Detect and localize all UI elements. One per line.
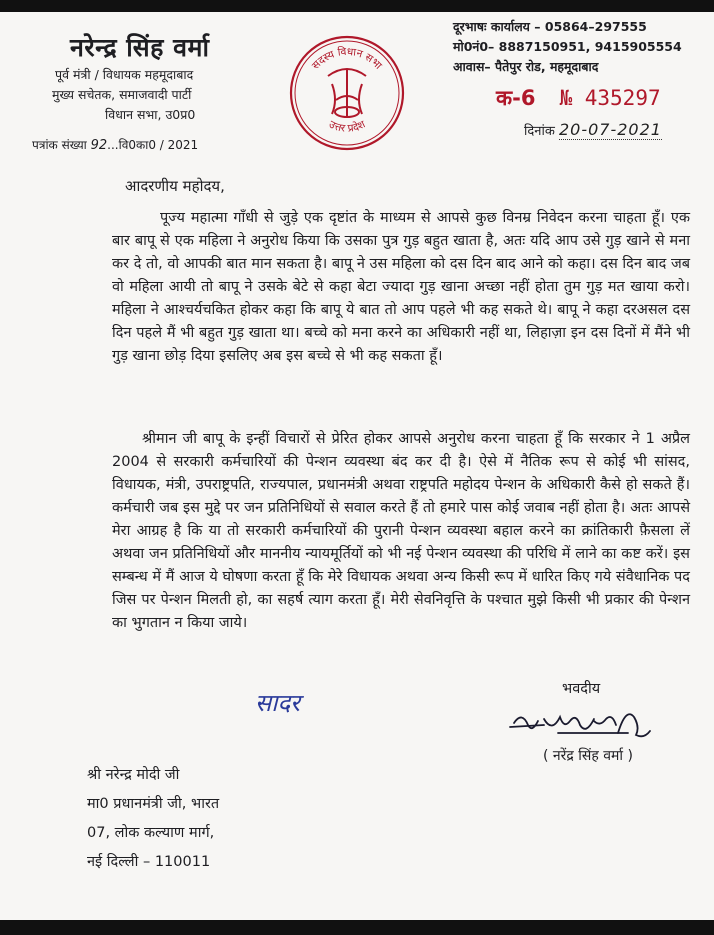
recipient-name: श्री नरेन्द्र मोदी जी	[87, 767, 180, 783]
date-value: 20-07-2021	[558, 120, 662, 139]
sender-party-role: मुख्य सचेतक, समाजवादी पार्टी	[52, 87, 192, 102]
mobile-numbers: मो0नं0– 8887150951, 9415905554	[453, 39, 682, 54]
seal-bottom-text: उत्तर प्रदेश	[326, 118, 368, 135]
serial-prefix: क-6	[496, 86, 536, 110]
recipient-designation: मा0 प्रधानमंत्री जी, भारत	[87, 796, 220, 812]
body-paragraph-1: पूज्य महात्मा गाँधी से जुड़े एक दृष्टांत के माध्यम से आपसे कुछ विनम्र निवेदन करना चाहता हूँ। एक बार बापू से एक महिला ने अनुरोध किया कि उसका पुत्र गुड़ बहुत खाता है, अतः यदि आप उसे गुड़ खाने से मना कर दे तो, वो आपकी बात मान सकता है। बापू ने उस महिला को दस दिन बाद आने को कहा। दस दिन बाद जब वो महिला आयी तो बापू ने उसके बेटे से कहा बेटा ज्यादा गुड़ खाना अच्छा नहीं होता तुम गुड़ मत खाया करो। महिला ने आश्चर्यचकित होकर कहा कि बापू ये बात तो आप पहले भी कह सकते थे। बापू ने कहा दरअसल दस दिन पहले मैं भी बहुत गुड़ खाता था। बच्चे को मना करने का अधिकारी नहीं था, लिहाज़ा इन दस दिनों में मैंने भी गुड़ खाना छोड़ दिया इसलिए अब इस बच्चे से भी कह सकता हूँ।	[112, 210, 690, 364]
assembly-seal	[288, 34, 406, 152]
reference-suffix: ...वि0का0 / 2021	[107, 138, 199, 152]
sender-designation: पूर्व मंत्री / विधायक महमूदाबाद	[55, 67, 194, 82]
seal-top-text: सदस्य विधान सभा	[309, 45, 385, 72]
recipient-street: 07, लोक कल्याण मार्ग,	[87, 825, 215, 841]
residence-address: आवास– पैतेपुर रोड, महमूदाबाद	[453, 59, 599, 74]
up-emblem-icon	[328, 69, 366, 118]
office-phone: दूरभाषः कार्यालय – 05864–297555	[453, 19, 647, 34]
body-paragraph-2: श्रीमान जी बापू के इन्हीं विचारों से प्रेरित होकर आपसे अनुरोध करना चाहता हूँ कि सरकार ने 1 अप्रैल 2004 से सरकारी कर्मचारियों की पेन्शन व्यवस्था बंद कर दी है। ऐसे में नैतिक रूप से कोई भी सांसद, विधायक, मंत्री, उपराष्ट्रपति, राज्यपाल, प्रधानमंत्री अथवा राष्ट्रपति महोदय पेन्शन के अधिकारी कैसे हो सकते हैं। कर्मचारी जब इस मुद्दे पर जन प्रतिनिधियों से सवाल करते हैं तो हमारे पास कोई जवाब नहीं होता है। अतः आपसे मेरा आग्रह है कि या तो सरकारी कर्मचारियों की पुरानी पेन्शन व्यवस्था बहाल करने का क्रांतिकारी फ़ैसला लें अथवा जन प्रतिनिधियों और माननीय न्यायमूर्तियों को भी नई पेन्शन व्यवस्था की परिधि में लाने का कष्ट करें। इस सम्बन्ध में मैं आज ये घोषणा करता हूँ कि मेरे विधायक अथवा अन्य किसी रूप में धारित किए गये संवैधानिक पद जिस पर पेन्शन मिलती हो, का सहर्ष त्याग करता हूँ। मेरी सेवनिवृत्ति के पश्चात मुझे किसी भी प्रकार की पेन्शन का भुगतान न किया जाये।	[112, 431, 690, 631]
closing-bhavdiya: भवदीय	[562, 681, 601, 697]
recipient-city: नई दिल्ली – 110011	[87, 854, 211, 870]
sender-assembly: विधान सभा, उ0प्र0	[105, 107, 196, 122]
bottom-border	[0, 920, 714, 935]
reference-value: 92	[90, 138, 108, 153]
letter-date	[524, 120, 662, 139]
top-border	[0, 0, 714, 12]
handwritten-signature	[508, 703, 658, 745]
sender-name: नरेन्द्र सिंह वर्मा	[70, 33, 210, 62]
serial-number	[496, 84, 661, 112]
signer-name: ( नरेंद्र सिंह वर्मा )	[543, 748, 633, 764]
salutation: आदरणीय महोदय,	[125, 177, 225, 195]
reference-label: पत्रांक संख्या	[32, 138, 87, 152]
serial-value: № 435297	[559, 86, 661, 110]
reference-number	[32, 136, 198, 153]
date-label: दिनांक	[524, 124, 555, 139]
closing-sadar: सादर	[255, 689, 300, 717]
